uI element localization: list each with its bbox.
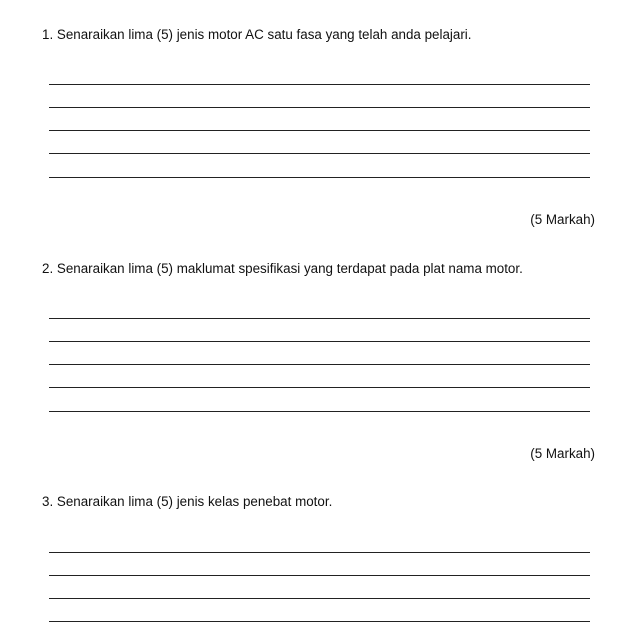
- question-2-text: 2. Senaraikan lima (5) maklumat spesifikasi yang terdapat pada plat nama motor.: [42, 261, 523, 276]
- answer-line: [49, 130, 590, 131]
- question-1-marks: (5 Markah): [530, 212, 595, 227]
- answer-line: [49, 84, 590, 85]
- answer-line: [49, 598, 590, 599]
- answer-line: [49, 318, 590, 319]
- answer-line: [49, 411, 590, 412]
- answer-line: [49, 177, 590, 178]
- answer-line: [49, 387, 590, 388]
- answer-line: [49, 107, 590, 108]
- answer-line: [49, 341, 590, 342]
- answer-line: [49, 621, 590, 622]
- question-2-marks: (5 Markah): [530, 446, 595, 461]
- answer-line: [49, 575, 590, 576]
- question-3-text: 3. Senaraikan lima (5) jenis kelas penebat motor.: [42, 494, 333, 509]
- question-1-text: 1. Senaraikan lima (5) jenis motor AC satu fasa yang telah anda pelajari.: [42, 27, 472, 42]
- answer-line: [49, 552, 590, 553]
- answer-line: [49, 153, 590, 154]
- answer-line: [49, 364, 590, 365]
